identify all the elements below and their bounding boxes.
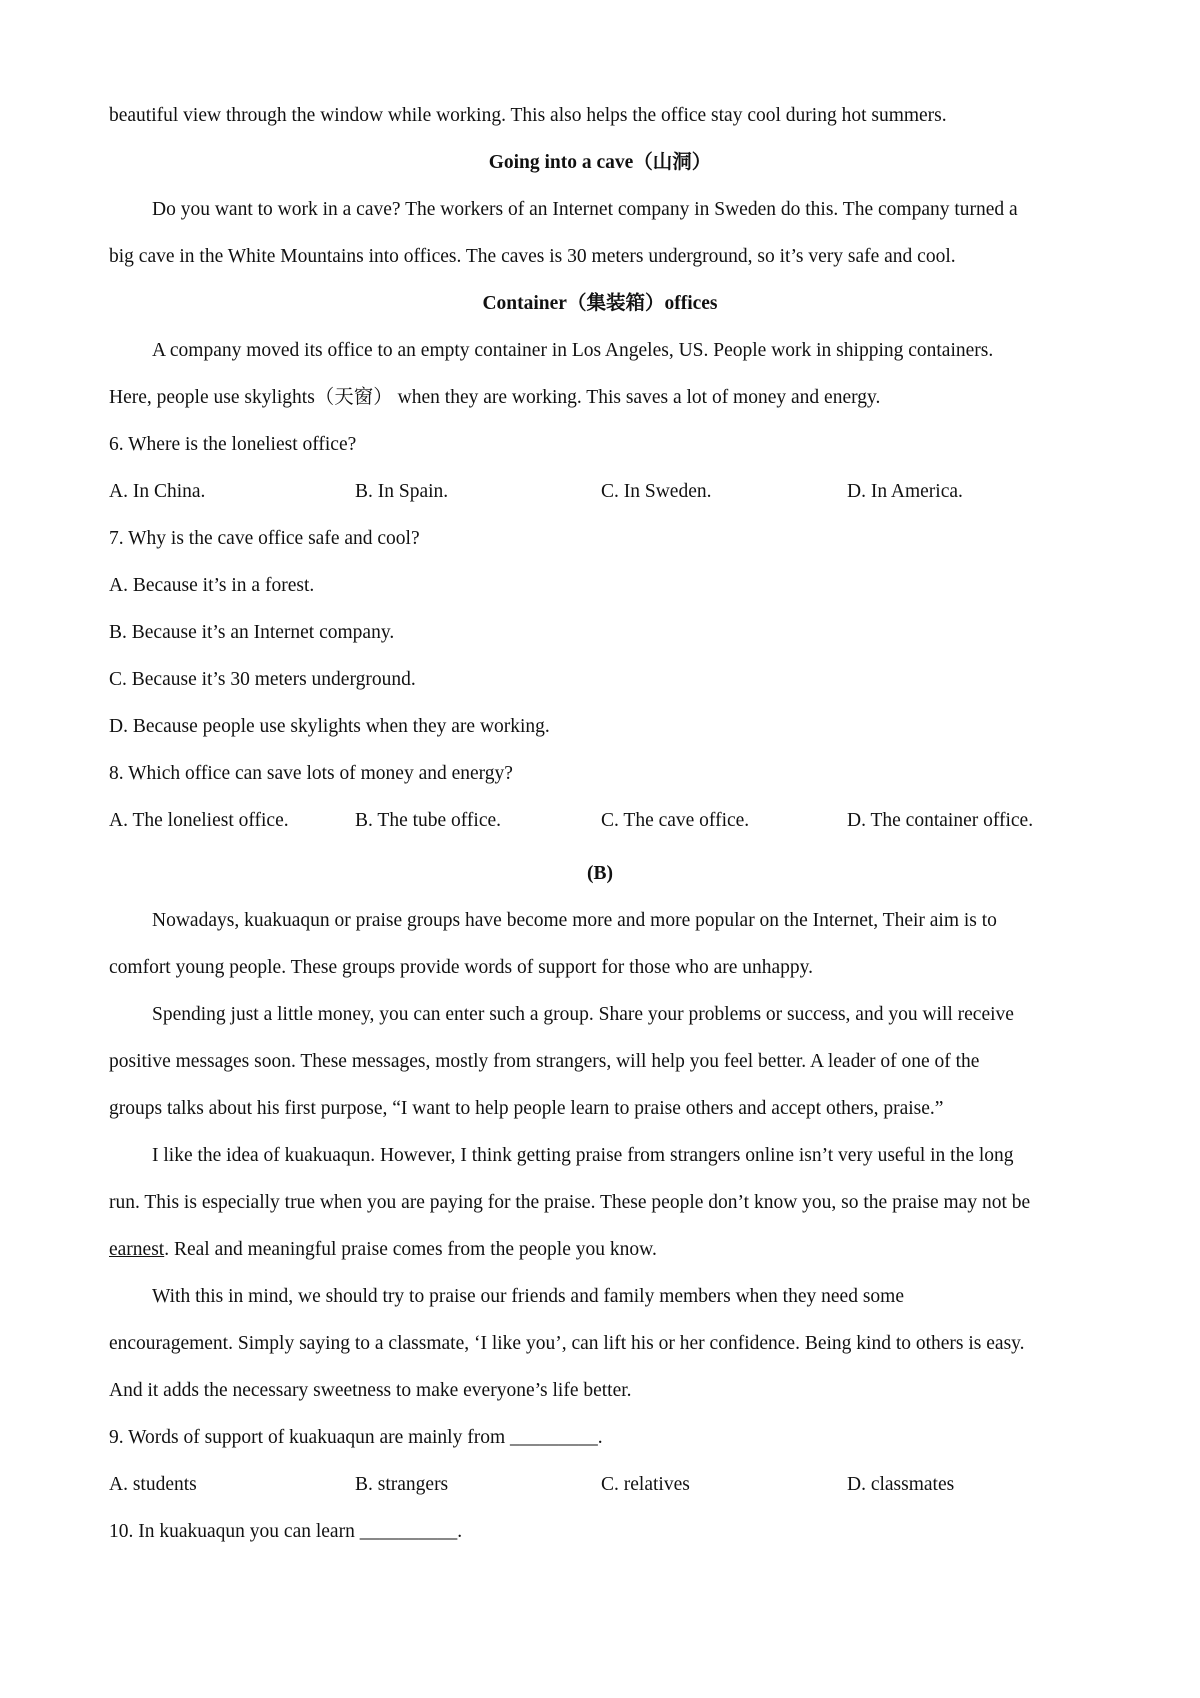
question-8-option-d: D. The container office. [847, 810, 1034, 831]
question-6-option-d: D. In America. [847, 481, 963, 502]
question-7-option-b: B. Because it’s an Internet company. [109, 622, 395, 643]
cave-paragraph-line-2: big cave in the White Mountains into offices. The caves is 30 meters underground, so it’s very safe and cool. [109, 246, 956, 267]
cave-heading: Going into a cave（山洞） [488, 152, 712, 173]
question-10-stem: 10. In kuakuaqun you can learn __________. [109, 1521, 463, 1542]
section-b-p1-line-1: Nowadays, kuakuaqun or praise groups have become more and more popular on the Internet, Their aim is to [152, 910, 997, 931]
section-b-p2-line-2: positive messages soon. These messages, mostly from strangers, will help you feel better. A leader of one of the [109, 1051, 980, 1072]
section-b-p1-line-2: comfort young people. These groups provide words of support for those who are unhappy. [109, 957, 814, 978]
question-6-option-a: A. In China. [109, 481, 206, 502]
question-7-option-a: A. Because it’s in a forest. [109, 575, 315, 596]
section-b-p3-line-1: I like the idea of kuakuaqun. However, I think getting praise from strangers online isn’t very useful in the long [152, 1145, 1014, 1166]
question-9-option-c: C. relatives [601, 1474, 690, 1495]
question-6-option-b: B. In Spain. [355, 481, 449, 502]
section-b-p2-line-3: groups talks about his first purpose, “I want to help people learn to praise others and accept others, praise.” [109, 1098, 944, 1119]
question-9-option-d: D. classmates [847, 1474, 955, 1495]
section-b-p4-line-2: encouragement. Simply saying to a classmate, ‘I like you’, can lift his or her confidence. Being kind to others is easy. [109, 1333, 1025, 1354]
question-7-option-d: D. Because people use skylights when they are working. [109, 716, 550, 737]
question-8-option-c: C. The cave office. [601, 810, 750, 831]
container-paragraph-line-1: A company moved its office to an empty container in Los Angeles, US. People work in shipping containers. [152, 340, 994, 361]
passage-a-tail-line: beautiful view through the window while working. This also helps the office stay cool during hot summers. [109, 105, 947, 126]
question-9-stem: 9. Words of support of kuakuaqun are mainly from _________. [109, 1427, 603, 1448]
section-b-heading: (B) [587, 863, 613, 884]
section-b-p4-line-1: With this in mind, we should try to praise our friends and family members when they need some [152, 1286, 904, 1307]
section-b-p3-line-3-rest: . Real and meaningful praise comes from the people you know. [164, 1239, 657, 1260]
question-8-stem: 8. Which office can save lots of money and energy? [109, 763, 513, 784]
question-7-option-c: C. Because it’s 30 meters underground. [109, 669, 416, 690]
section-b-p3-line-2: run. This is especially true when you are paying for the praise. These people don’t know you, so the praise may not be [109, 1192, 1031, 1213]
section-b-p4-line-3: And it adds the necessary sweetness to make everyone’s life better. [109, 1380, 632, 1401]
question-6-stem: 6. Where is the loneliest office? [109, 434, 357, 455]
question-8-option-b: B. The tube office. [355, 810, 502, 831]
underlined-word-earnest: earnest [109, 1239, 165, 1260]
question-8-option-a: A. The loneliest office. [109, 810, 289, 831]
container-heading: Container（集装箱）offices [482, 293, 718, 314]
section-b-p2-line-1: Spending just a little money, you can enter such a group. Share your problems or success, and you will receive [152, 1004, 1014, 1025]
question-6-option-c: C. In Sweden. [601, 481, 712, 502]
cave-paragraph-line-1: Do you want to work in a cave? The workers of an Internet company in Sweden do this. The company turned a [152, 199, 1018, 220]
question-7-stem: 7. Why is the cave office safe and cool? [109, 528, 420, 549]
container-paragraph-line-2: Here, people use skylights（天窗） when they are working. This saves a lot of money and energy. [109, 387, 881, 408]
question-9-option-a: A. students [109, 1474, 197, 1495]
section-b-p3-line-3 [109, 1238, 657, 1262]
question-9-option-b: B. strangers [355, 1474, 449, 1495]
